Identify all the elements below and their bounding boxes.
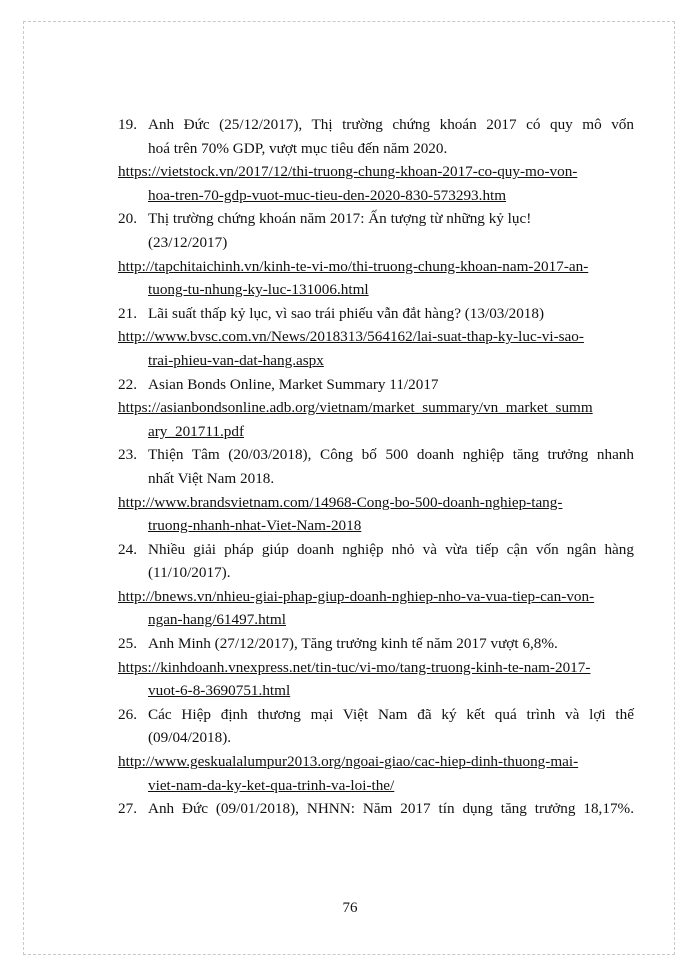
- reference-number: 22.: [118, 375, 137, 393]
- page-number: 76: [342, 900, 358, 916]
- reference-item: [0, 632, 700, 703]
- reference-link-continued[interactable]: tuong-tu-nhung-ky-luc-131006.html: [148, 281, 369, 299]
- reference-link[interactable]: http://www.brandsvietnam.com/14968-Cong-bo-500-doanh-nghiep-tang-: [118, 493, 563, 511]
- reference-link-continued[interactable]: truong-nhanh-nhat-Viet-Nam-2018: [148, 517, 362, 535]
- reference-text: Asian Bonds Online, Market Summary 11/2017: [148, 375, 439, 393]
- reference-link-continued[interactable]: ngan-hang/61497.html: [148, 611, 286, 629]
- reference-link-continued[interactable]: vuot-6-8-3690751.html: [148, 682, 291, 700]
- reference-text: Nhiều giải pháp giúp doanh nghiệp nhỏ và vừa tiếp cận vốn ngân hàng: [148, 540, 634, 558]
- reference-number: 23.: [118, 446, 137, 464]
- reference-text-continued: hoá trên 70% GDP, vượt mục tiêu đến năm 2020.: [148, 139, 448, 157]
- reference-text: Các Hiệp định thương mại Việt Nam đã ký kết quá trình và lợi thế: [148, 705, 634, 723]
- reference-item: [0, 797, 700, 821]
- reference-text: Anh Minh (27/12/2017), Tăng trưởng kinh tế năm 2017 vượt 6,8%.: [148, 635, 558, 653]
- reference-item: [0, 207, 700, 301]
- reference-link[interactable]: http://www.geskualalumpur2013.org/ngoai-giao/cac-hiep-dinh-thuong-mai-: [118, 753, 579, 771]
- reference-link[interactable]: http://bnews.vn/nhieu-giai-phap-giup-doanh-nghiep-nho-va-vua-tiep-can-von-: [118, 587, 595, 605]
- reference-list: [0, 113, 700, 821]
- reference-item: [0, 302, 700, 373]
- reference-link[interactable]: https://vietstock.vn/2017/12/thi-truong-chung-khoan-2017-co-quy-mo-von-: [118, 163, 578, 181]
- reference-text: Anh Đức (25/12/2017), Thị trường chứng khoán 2017 có quy mô vốn: [148, 116, 634, 133]
- reference-number: 21.: [118, 304, 137, 322]
- reference-item: [0, 443, 700, 537]
- reference-text-continued: (09/04/2018).: [148, 729, 232, 747]
- reference-number: 26.: [118, 705, 137, 723]
- reference-text-continued: (11/10/2017).: [148, 564, 231, 582]
- reference-number: 24.: [118, 540, 137, 558]
- reference-item: [0, 373, 700, 444]
- reference-number: 25.: [118, 635, 137, 653]
- reference-text: Anh Đức (09/01/2018), NHNN: Năm 2017 tín dụng tăng trưởng 18,17%.: [148, 800, 634, 818]
- reference-text: Thị trường chứng khoán năm 2017: Ấn tượng từ những kỷ lục!: [148, 210, 532, 228]
- reference-text-continued: nhất Việt Nam 2018.: [148, 469, 275, 487]
- reference-link-continued[interactable]: hoa-tren-70-gdp-vuot-muc-tieu-den-2020-830-573293.htm: [148, 186, 507, 204]
- reference-number: 19.: [118, 116, 137, 133]
- reference-link[interactable]: http://www.bvsc.com.vn/News/2018313/564162/lai-suat-thap-ky-luc-vi-sao-: [118, 328, 584, 346]
- reference-link[interactable]: https://kinhdoanh.vnexpress.net/tin-tuc/vi-mo/tang-truong-kinh-te-nam-2017-: [118, 658, 591, 676]
- reference-text: Thiện Tâm (20/03/2018), Công bố 500 doanh nghiệp tăng trưởng nhanh: [148, 446, 634, 464]
- reference-link[interactable]: https://asianbondsonline.adb.org/vietnam/market_summary/vn_market_summ: [118, 399, 593, 417]
- reference-number: 20.: [118, 210, 137, 228]
- reference-item: [0, 113, 700, 207]
- reference-text-continued: (23/12/2017): [148, 233, 228, 251]
- reference-text: Lãi suất thấp kỷ lục, vì sao trái phiếu vẫn đắt hàng? (13/03/2018): [148, 304, 545, 322]
- reference-link[interactable]: http://tapchitaichinh.vn/kinh-te-vi-mo/thi-truong-chung-khoan-nam-2017-an-: [118, 257, 589, 275]
- reference-number: 27.: [118, 800, 137, 818]
- reference-item: [0, 538, 700, 632]
- reference-item: [0, 703, 700, 797]
- reference-link-continued[interactable]: ary_201711.pdf: [148, 422, 245, 440]
- reference-link-continued[interactable]: viet-nam-da-ky-ket-qua-trinh-va-loi-the/: [148, 776, 395, 794]
- reference-link-continued[interactable]: trai-phieu-van-dat-hang.aspx: [148, 351, 324, 369]
